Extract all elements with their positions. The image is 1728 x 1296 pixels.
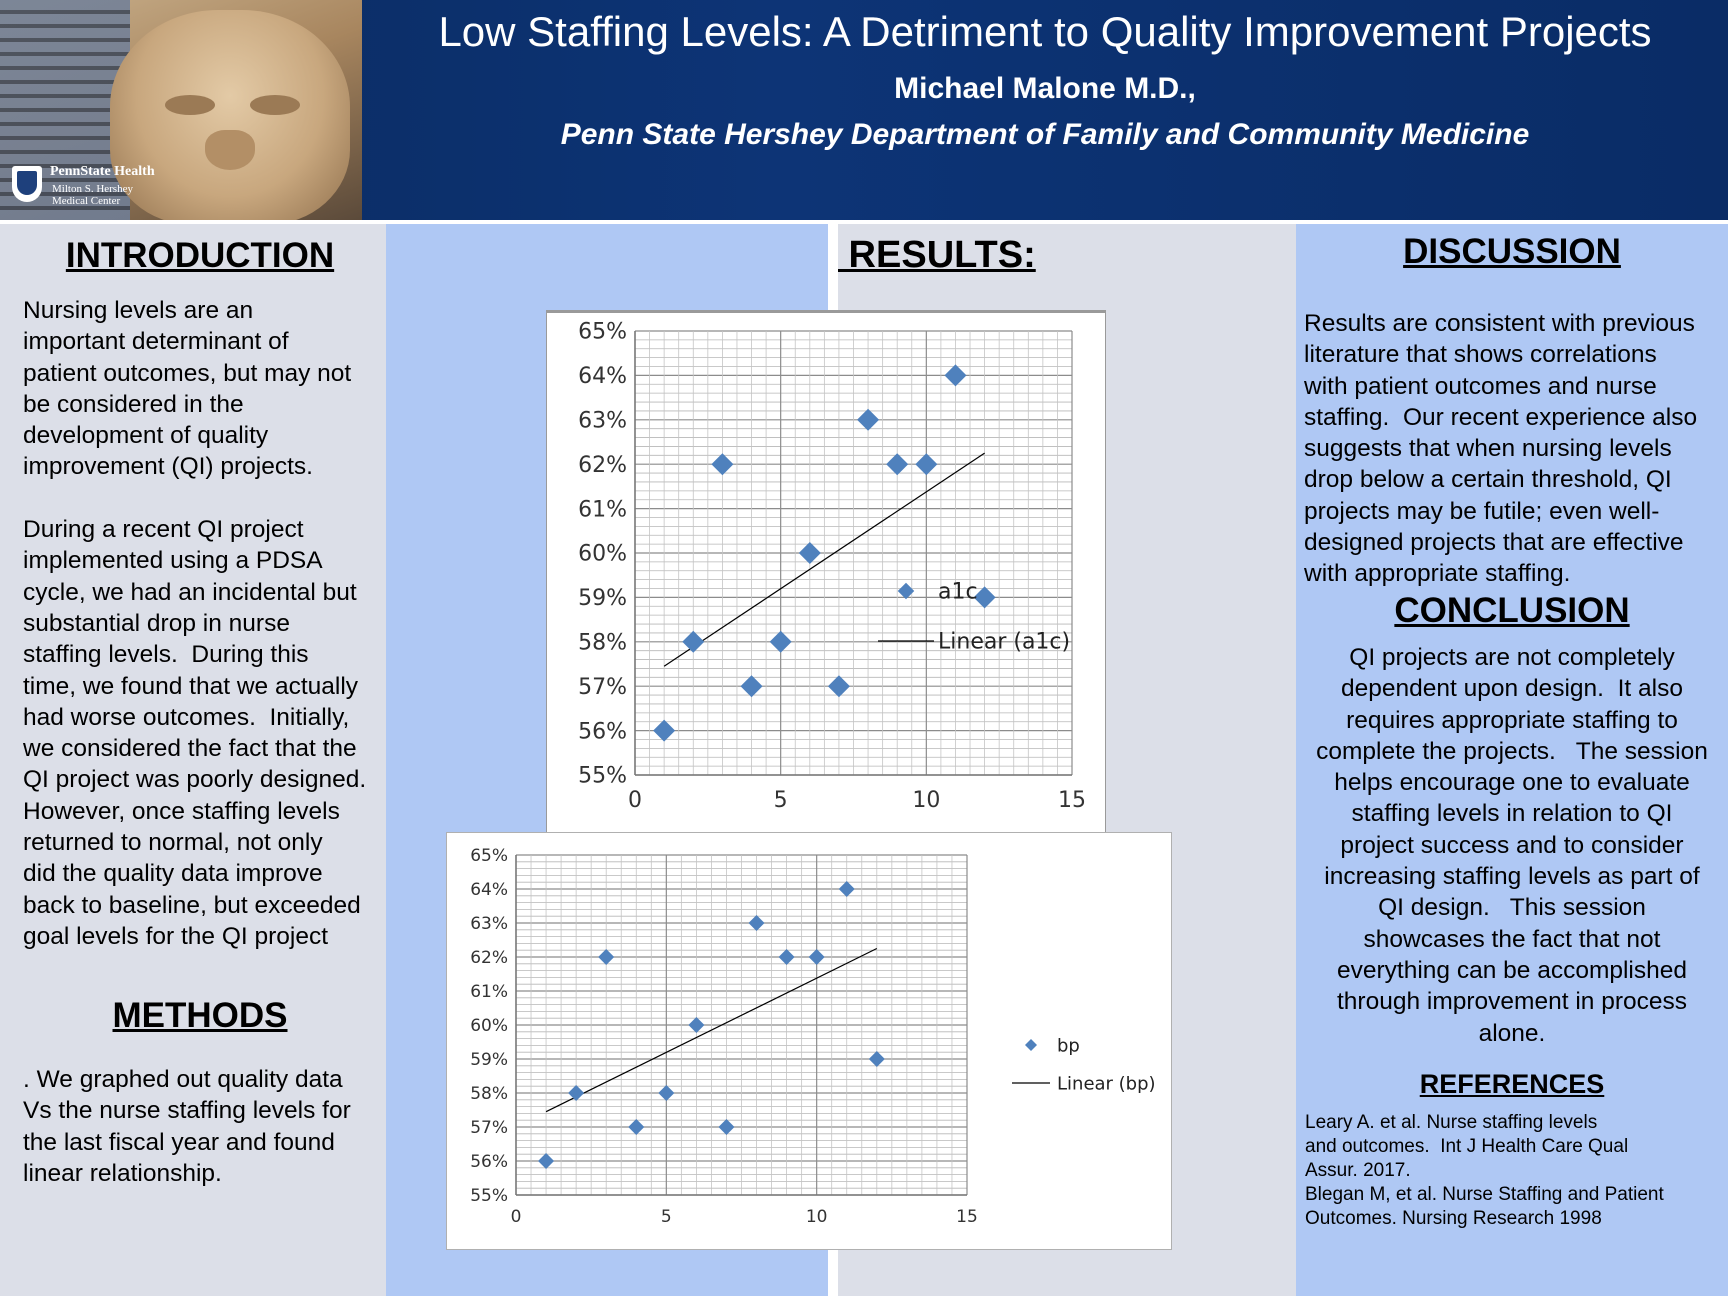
text-line (23, 483, 366, 514)
text-line: staffing. Our recent experience also (1304, 403, 1698, 431)
lion-eye (165, 95, 215, 115)
y-tick-label: 62% (578, 452, 627, 478)
data-point (839, 881, 855, 897)
text-line: implemented using a PDSA (23, 547, 323, 575)
poster-header (0, 0, 1728, 220)
text-line: the last fiscal year and found (23, 1128, 335, 1156)
text-line: staffing levels in relation to QI (1351, 800, 1673, 828)
y-tick-label: 62% (470, 947, 508, 968)
text-line: Nursing levels are an (23, 297, 254, 324)
y-tick-label: 60% (578, 541, 627, 567)
methods-text (23, 1064, 351, 1189)
y-tick-label: 58% (578, 630, 627, 656)
lion-nose (205, 130, 255, 170)
text-line: However, once staffing levels (23, 797, 340, 825)
y-tick-label: 55% (470, 1185, 508, 1206)
chart-bp (446, 832, 1172, 1250)
text-line: Blegan M, et al. Nurse Staffing and Patient (1305, 1184, 1664, 1205)
text-line: requires appropriate staffing to (1346, 706, 1678, 734)
text-line: everything can be accomplished (1336, 956, 1687, 984)
data-point (718, 1119, 734, 1135)
text-line: substantial drop in nurse (23, 609, 290, 637)
text-line: alone. (1478, 1019, 1546, 1047)
x-tick-label: 15 (1058, 788, 1086, 813)
y-tick-label: 65% (470, 845, 508, 866)
text-line: Leary A. et al. Nurse staffing levels (1305, 1112, 1598, 1133)
logo-name: PennState Health (50, 164, 155, 179)
y-tick-label: 56% (578, 719, 627, 745)
data-point (682, 631, 704, 653)
header-photo (0, 0, 362, 220)
text-line: dependent upon design. It also (1341, 675, 1683, 703)
text-line: project success and to consider (1340, 831, 1684, 859)
text-line: Results are consistent with previous (1304, 310, 1695, 337)
data-point (688, 1017, 704, 1033)
data-point (568, 1085, 584, 1101)
logo-sub-line: Milton S. Hershey (52, 183, 133, 195)
y-tick-label: 59% (578, 586, 627, 612)
text-line: QI projects are not completely (1349, 644, 1675, 671)
nittany-lion-statue-image (110, 10, 350, 220)
data-point (886, 453, 908, 475)
y-tick-label: 55% (578, 763, 627, 789)
data-point (741, 675, 763, 697)
y-tick-label: 60% (470, 1015, 508, 1036)
poster-title: Low Staffing Levels: A Detriment to Quality Improvement Projects (438, 8, 1652, 55)
data-point (653, 720, 675, 742)
text-line: with patient outcomes and nurse (1304, 372, 1657, 400)
text-line: Vs the nurse staffing levels for (23, 1097, 351, 1125)
legend-label: Linear (bp) (1057, 1073, 1156, 1095)
data-point (869, 1051, 885, 1067)
y-tick-label: 57% (578, 674, 627, 700)
text-line: increasing staffing levels as part of (1324, 863, 1700, 891)
chart-a1c-svg (547, 313, 1105, 835)
y-tick-label: 58% (470, 1083, 508, 1104)
y-tick-label: 59% (470, 1049, 508, 1070)
text-line: time, we found that we actually (23, 672, 359, 700)
text-line: projects may be futile; even well- (1304, 497, 1660, 525)
text-line: and outcomes. Int J Health Care Qual (1305, 1136, 1629, 1157)
text-line: literature that shows correlations (1304, 341, 1657, 369)
text-line: with appropriate staffing. (1304, 560, 1571, 588)
conclusion-text (1296, 642, 1728, 1049)
data-point (538, 1153, 554, 1169)
text-line: had worse outcomes. Initially, (23, 703, 350, 731)
text-line: cycle, we had an incidental but (23, 578, 357, 606)
y-tick-label: 57% (470, 1117, 508, 1138)
data-point (915, 453, 937, 475)
y-tick-label: 64% (578, 364, 627, 390)
text-line: returned to normal, not only (23, 829, 323, 857)
logo-subtitle (52, 183, 133, 207)
x-tick-label: 15 (956, 1207, 978, 1227)
y-tick-label: 63% (470, 913, 508, 934)
legend-label: Linear (a1c) (938, 629, 1071, 655)
logo-sub-line: Medical Center (52, 195, 121, 207)
text-line: back to baseline, but exceeded (23, 891, 361, 919)
y-tick-label: 61% (578, 497, 627, 523)
text-line: staffing levels. During this (23, 641, 309, 669)
text-line: drop below a certain threshold, QI (1304, 466, 1672, 494)
x-tick-label: 10 (912, 788, 941, 813)
text-line: Outcomes. Nursing Research 1998 (1305, 1208, 1602, 1229)
x-tick-label: 0 (510, 1207, 522, 1227)
text-line: helps encourage one to evaluate (1334, 769, 1690, 797)
text-line: we considered the fact that the (23, 735, 357, 763)
data-point (628, 1119, 644, 1135)
y-tick-label: 63% (578, 408, 627, 434)
text-line: patient outcomes, but may not (23, 359, 352, 387)
text-line: suggests that when nursing levels (1304, 435, 1672, 463)
y-tick-label: 61% (470, 981, 508, 1002)
text-line: goal levels for the QI project (23, 922, 329, 950)
lion-eye (250, 95, 300, 115)
data-point (711, 453, 733, 475)
author: Michael Malone M.D., (894, 72, 1196, 105)
text-line: complete the projects. The session (1316, 737, 1708, 765)
text-line: development of quality (23, 422, 269, 450)
results-heading: RESULTS: (838, 234, 1036, 276)
data-point (658, 1085, 674, 1101)
text-line: Assur. 2017. (1305, 1160, 1411, 1181)
legend-label: bp (1057, 1035, 1080, 1057)
text-line: important determinant of (23, 328, 289, 356)
data-point (857, 409, 879, 431)
data-point (799, 542, 821, 564)
x-tick-label: 0 (628, 788, 642, 813)
data-point (809, 949, 825, 965)
data-point (749, 915, 765, 931)
text-line: QI design. This session (1378, 894, 1646, 922)
y-tick-label: 56% (470, 1151, 508, 1172)
data-point (944, 364, 966, 386)
text-line: did the quality data improve (23, 860, 323, 888)
data-point (598, 949, 614, 965)
text-line: linear relationship. (23, 1159, 222, 1187)
text-line: be considered in the (23, 390, 244, 418)
shield-icon (12, 166, 42, 202)
introduction-heading: INTRODUCTION (65, 236, 335, 275)
x-tick-label: 5 (773, 788, 788, 813)
text-line: through improvement in process (1337, 988, 1687, 1016)
x-tick-label: 5 (660, 1207, 672, 1227)
text-line: . We graphed out quality data (23, 1066, 343, 1093)
x-tick-label: 10 (805, 1207, 828, 1227)
references-text (1305, 1111, 1664, 1231)
data-point (828, 675, 850, 697)
text-line: During a recent QI project (23, 516, 304, 544)
conclusion-heading: CONCLUSION (1394, 591, 1630, 630)
text-line: QI project was poorly designed. (23, 766, 367, 794)
legend-marker (1025, 1039, 1037, 1051)
data-point (779, 949, 795, 965)
chart-bp-svg (447, 833, 1171, 1249)
text-line: showcases the fact that not (1363, 925, 1661, 953)
discussion-heading: DISCUSSION (1403, 232, 1621, 271)
text-line: improvement (QI) projects. (23, 453, 313, 481)
methods-heading: METHODS (112, 996, 288, 1035)
discussion-text (1304, 308, 1697, 590)
data-point (770, 631, 792, 653)
legend-label: a1c (938, 579, 978, 605)
affiliation: Penn State Hershey Department of Family and Community Medicine (560, 118, 1530, 151)
introduction-text (23, 295, 366, 952)
chart-a1c (546, 310, 1106, 836)
text-line: designed projects that are effective (1304, 529, 1684, 557)
y-tick-label: 64% (470, 879, 508, 900)
y-tick-label: 65% (578, 319, 627, 345)
references-heading: REFERENCES (1419, 1069, 1605, 1099)
